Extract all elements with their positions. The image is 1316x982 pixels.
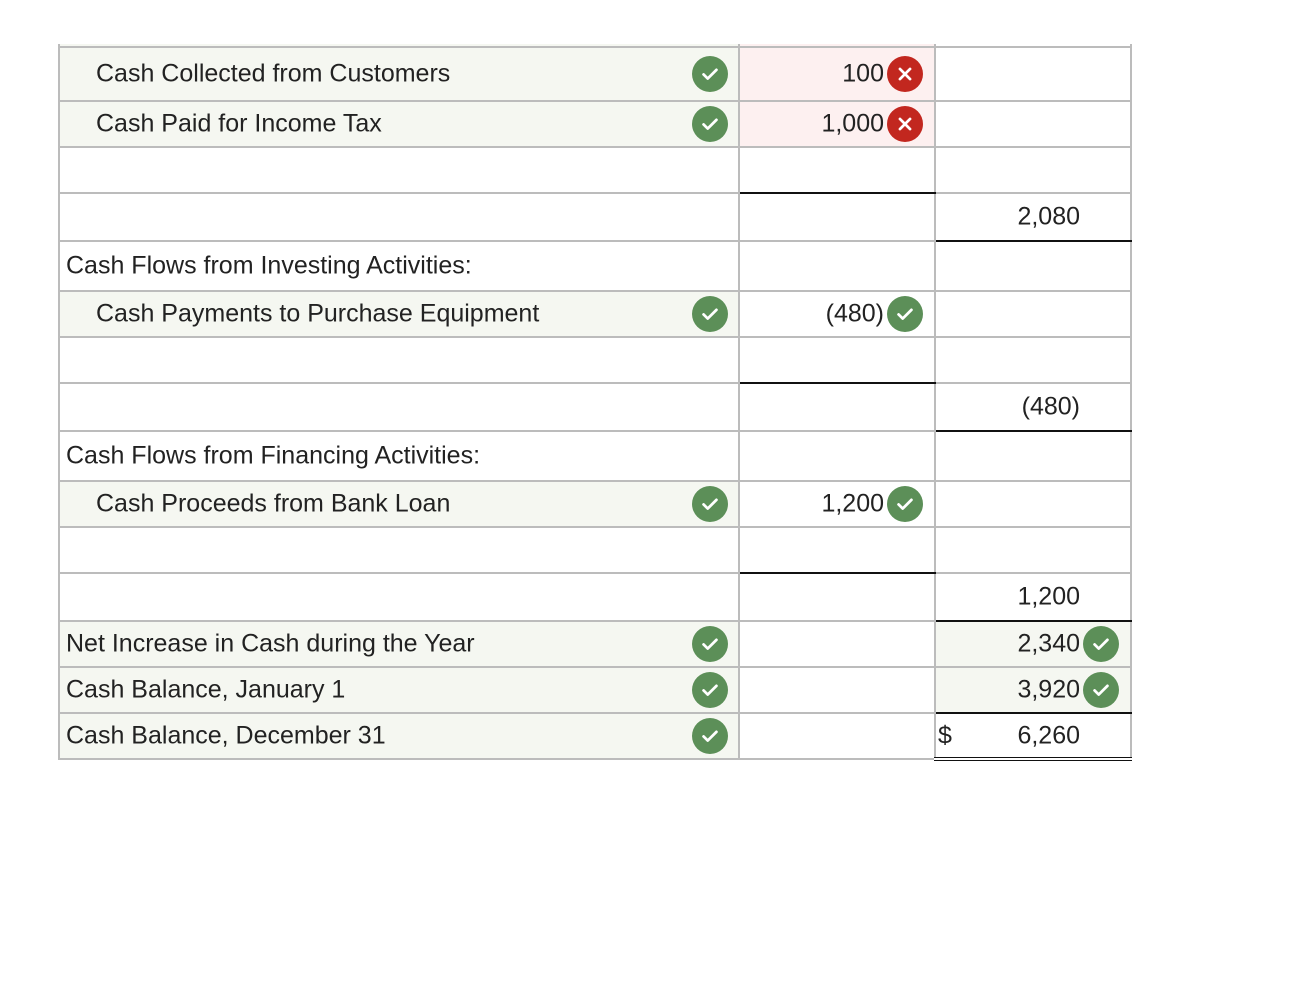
row-label: Cash Proceeds from Bank Loan	[96, 489, 451, 518]
amount-cell[interactable]	[739, 713, 935, 759]
row-label: Cash Paid for Income Tax	[96, 109, 382, 138]
amount-cell[interactable]	[739, 573, 935, 621]
cash-flow-table	[58, 0, 1132, 761]
row-label-cell[interactable]	[59, 337, 739, 383]
check-circle-icon	[1083, 672, 1119, 708]
scroll-clip-mask	[58, 0, 1132, 44]
row-label-cell[interactable]	[59, 147, 739, 193]
total-cell[interactable]	[935, 667, 1131, 713]
table-row	[59, 101, 1131, 147]
x-circle-icon	[887, 106, 923, 142]
row-label-cell[interactable]	[59, 193, 739, 241]
row-label: Cash Balance, December 31	[66, 721, 386, 750]
investing-total: (480)	[1021, 392, 1080, 421]
total-cell[interactable]	[935, 47, 1131, 101]
table-row	[59, 383, 1131, 431]
amount-cell[interactable]	[739, 621, 935, 667]
row-label-cell	[59, 481, 739, 527]
amount-cell[interactable]	[739, 47, 935, 101]
financing-total: 1,200	[1017, 582, 1080, 611]
table-row	[59, 291, 1131, 337]
amount-value: 1,000	[821, 109, 884, 138]
total-cell[interactable]	[935, 621, 1131, 667]
row-label-cell	[59, 667, 739, 713]
table-row	[59, 147, 1131, 193]
row-label-cell	[59, 713, 739, 759]
row-label-cell	[59, 47, 739, 101]
total-value: 3,920	[1017, 675, 1080, 704]
cash-flow-statement	[58, 0, 1132, 782]
section-heading	[59, 431, 739, 481]
total-cell[interactable]	[935, 527, 1131, 573]
check-circle-icon	[692, 626, 728, 662]
check-circle-icon	[692, 672, 728, 708]
amount-cell[interactable]	[739, 383, 935, 431]
total-cell[interactable]	[935, 193, 1131, 241]
check-circle-icon	[887, 296, 923, 332]
check-circle-icon	[887, 486, 923, 522]
amount-cell[interactable]	[739, 291, 935, 337]
table-row	[59, 713, 1131, 759]
row-label: Cash Payments to Purchase Equipment	[96, 299, 540, 328]
section-heading	[59, 241, 739, 291]
row-label-cell[interactable]	[59, 527, 739, 573]
row-label-cell	[59, 291, 739, 337]
check-circle-icon	[692, 296, 728, 332]
table-row	[59, 337, 1131, 383]
amount-cell[interactable]	[739, 101, 935, 147]
section-heading-label: Cash Flows from Financing Activities:	[66, 441, 481, 470]
amount-cell[interactable]	[739, 527, 935, 573]
amount-cell	[739, 241, 935, 291]
table-row	[59, 573, 1131, 621]
total-cell[interactable]	[935, 713, 1131, 759]
total-cell[interactable]	[935, 291, 1131, 337]
amount-cell[interactable]	[739, 481, 935, 527]
table-row	[59, 47, 1131, 101]
amount-value: 100	[842, 59, 884, 88]
total-cell[interactable]	[935, 337, 1131, 383]
check-circle-icon	[1083, 626, 1119, 662]
amount-value: (480)	[825, 299, 884, 328]
total-cell[interactable]	[935, 101, 1131, 147]
check-circle-icon	[692, 486, 728, 522]
row-label-cell	[59, 101, 739, 147]
table-row	[59, 193, 1131, 241]
table-row	[59, 527, 1131, 573]
check-circle-icon	[692, 56, 728, 92]
check-circle-icon	[692, 718, 728, 754]
amount-cell[interactable]	[739, 337, 935, 383]
table-row	[59, 241, 1131, 291]
x-circle-icon	[887, 56, 923, 92]
amount-cell[interactable]	[739, 147, 935, 193]
section-heading-label: Cash Flows from Investing Activities:	[66, 251, 472, 280]
table-row	[59, 481, 1131, 527]
amount-cell	[739, 431, 935, 481]
total-cell[interactable]	[935, 383, 1131, 431]
total-cell	[935, 241, 1131, 291]
total-value: 6,260	[1017, 721, 1080, 749]
total-cell	[935, 431, 1131, 481]
row-label: Cash Balance, January 1	[66, 675, 346, 704]
operating-total: 2,080	[1017, 202, 1080, 231]
check-circle-icon	[692, 106, 728, 142]
amount-cell[interactable]	[739, 193, 935, 241]
total-cell[interactable]	[935, 147, 1131, 193]
total-cell[interactable]	[935, 481, 1131, 527]
table-row	[59, 667, 1131, 713]
table-row	[59, 621, 1131, 667]
amount-cell[interactable]	[739, 667, 935, 713]
row-label-cell	[59, 621, 739, 667]
row-label-cell[interactable]	[59, 383, 739, 431]
currency-symbol: $	[938, 721, 952, 749]
total-cell[interactable]	[935, 573, 1131, 621]
total-value: 2,340	[1017, 629, 1080, 658]
row-label-cell[interactable]	[59, 573, 739, 621]
table-row	[59, 431, 1131, 481]
row-label: Cash Collected from Customers	[96, 59, 451, 88]
row-label: Net Increase in Cash during the Year	[66, 629, 475, 658]
amount-value: 1,200	[821, 489, 884, 518]
